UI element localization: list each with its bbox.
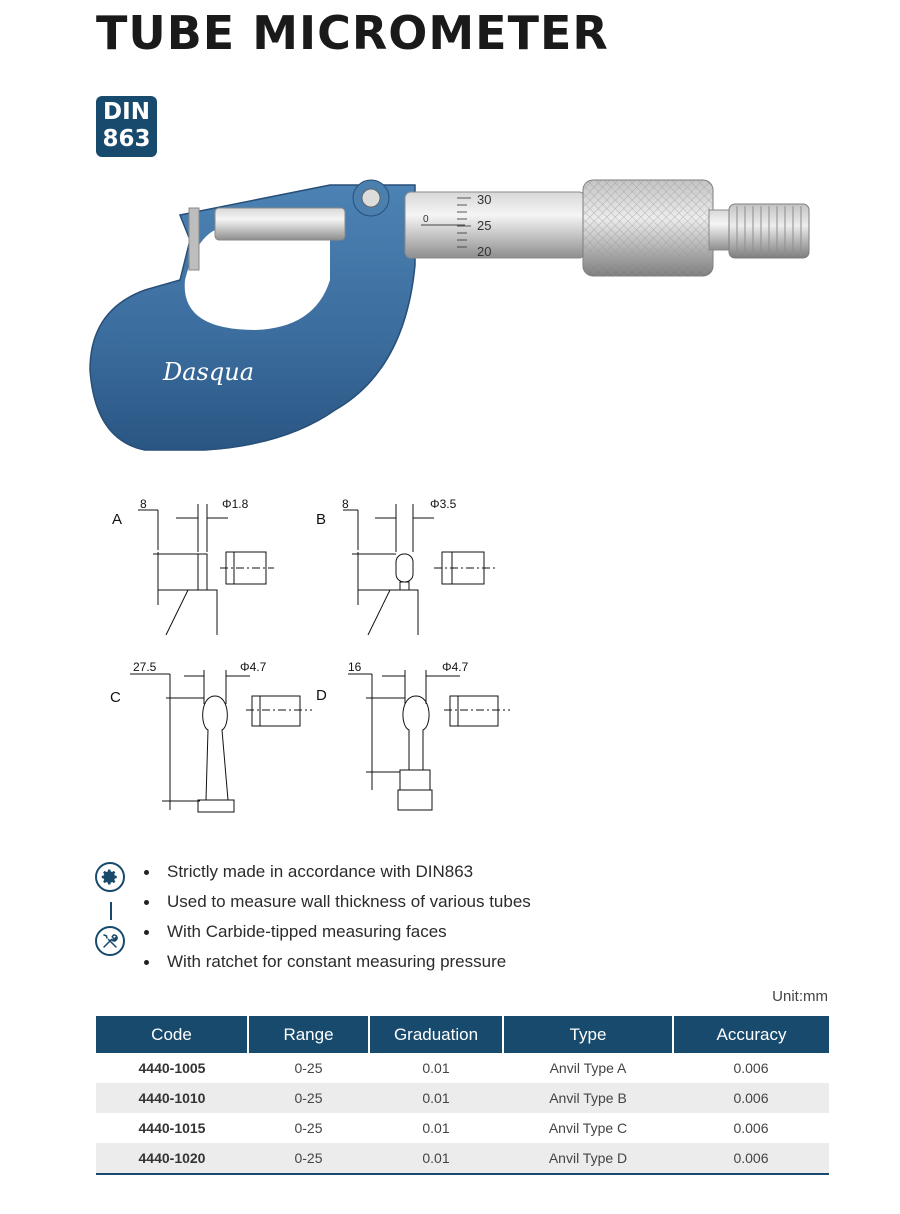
- graduation-cell: 0.01: [422, 1120, 450, 1136]
- type-cell: Anvil Type D: [503, 1143, 673, 1174]
- type-cell: Anvil Type B: [503, 1083, 673, 1113]
- diagram-label-d: D: [316, 687, 327, 704]
- column-header: Accuracy: [673, 1016, 829, 1053]
- range-cell: 0-25: [248, 1143, 369, 1174]
- diagram-label-b: B: [316, 511, 327, 528]
- spindle: [215, 208, 345, 240]
- din-badge-line2: 863: [102, 126, 151, 152]
- diagram-label-a: A: [112, 511, 123, 528]
- column-header: Type: [503, 1016, 673, 1053]
- feature-list: [142, 856, 531, 976]
- column-header: Graduation: [369, 1016, 503, 1053]
- diagram-a-dia: Φ1.8: [222, 497, 249, 511]
- icon-separator: [110, 902, 112, 920]
- diagram-c-dia: Φ4.7: [240, 660, 267, 674]
- micrometer-photo: [85, 170, 825, 460]
- code-cell: 4440-1020: [96, 1143, 248, 1174]
- accuracy-cell: 0.006: [673, 1083, 829, 1113]
- accuracy-cell: 0.006: [733, 1060, 769, 1076]
- column-header: Code: [96, 1016, 248, 1053]
- range-cell: 0-25: [294, 1060, 323, 1076]
- graduation-cell: 0.01: [422, 1060, 450, 1076]
- column-header: Range: [248, 1016, 369, 1053]
- feature-item: With ratchet for constant measuring pressure: [142, 946, 531, 976]
- features-section: [90, 856, 590, 981]
- accuracy-cell: 0.006: [673, 1143, 829, 1174]
- unit-label: Unit:mm: [772, 988, 828, 1005]
- diagram-c-dim: 27.5: [133, 660, 157, 674]
- diagram-label-c: C: [110, 689, 121, 706]
- diagram-d-dia: Φ4.7: [442, 660, 469, 674]
- diagram-b-dim: 8: [342, 497, 349, 511]
- gear-icon: [95, 862, 125, 892]
- code-cell: 4440-1010: [96, 1083, 248, 1113]
- range-cell: 0-25: [294, 1120, 323, 1136]
- type-cell: Anvil Type A: [549, 1060, 627, 1076]
- brand-logo: Dasqua: [163, 358, 254, 386]
- feature-item: Used to measure wall thickness of various tubes: [142, 886, 531, 916]
- range-cell: 0-25: [248, 1083, 369, 1113]
- table-row: [96, 1113, 829, 1143]
- feature-item: With Carbide-tipped measuring faces: [142, 916, 531, 946]
- sleeve-zero-mark: 0: [423, 214, 429, 225]
- tools-icon: [95, 926, 125, 956]
- diagram-d-dim: 16: [348, 660, 362, 674]
- anvil-types-diagram: [100, 490, 540, 830]
- graduation-cell: 0.01: [369, 1083, 503, 1113]
- din-badge-line1: DIN: [103, 99, 150, 125]
- code-cell: 4440-1015: [138, 1120, 206, 1136]
- accuracy-cell: 0.006: [733, 1120, 769, 1136]
- spec-table: [96, 1016, 829, 1175]
- table-row: [96, 1143, 829, 1174]
- table-row: [96, 1053, 829, 1083]
- thimble-number-20: 20: [477, 244, 492, 259]
- table-row: [96, 1083, 829, 1113]
- page-title: TUBE MICROMETER: [96, 6, 609, 60]
- thimble-number-30: 30: [477, 192, 492, 207]
- feature-item: Strictly made in accordance with DIN863: [142, 856, 531, 886]
- diagram-a-dim: 8: [140, 497, 147, 511]
- din-badge: [96, 96, 157, 157]
- table-header-row: [96, 1016, 829, 1053]
- code-cell: 4440-1005: [138, 1060, 206, 1076]
- graduation-cell: 0.01: [369, 1143, 503, 1174]
- thimble-number-25: 25: [477, 218, 492, 233]
- type-cell: Anvil Type C: [548, 1120, 628, 1136]
- diagram-b-dia: Φ3.5: [430, 497, 457, 511]
